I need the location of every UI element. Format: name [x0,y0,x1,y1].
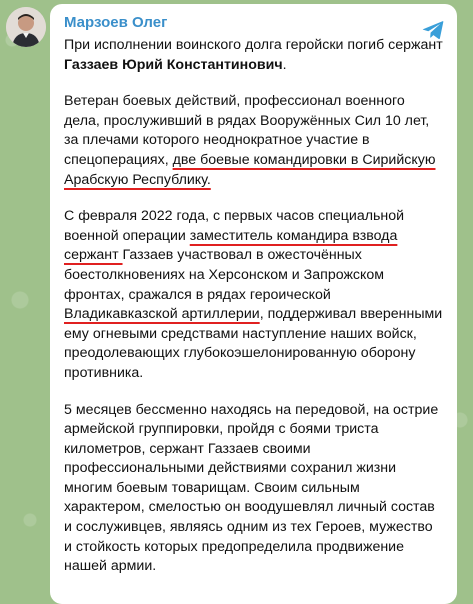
author-avatar[interactable] [6,7,46,47]
highlight-rank: заместитель командира взвода сержант [64,227,398,264]
soldier-name: Газзаев Юрий Константинович [64,56,283,73]
paragraph-3-text-b: Газзаев участвовал в ожесточённых боестолкновениях на Херсонском и Запрожском фронтах, сражался в рядах героической [64,247,385,303]
telegram-paper-plane-icon[interactable] [421,18,445,42]
message-bubble [50,4,457,604]
paragraph-3-text-c: , поддерживал вверенными ему огневыми средствами наступление наших войск, преодолевающих глубокоэшелонированную оборону противника. [64,306,443,381]
author-name[interactable]: Марзоев Олег [64,14,168,31]
highlight-artillery: Владикавказской артиллерии [64,306,260,323]
paragraph-4: 5 месяцев бессменно находясь на передовой, на острие армейской группировки, пройдя с боями триста километров, сержант Газзаев своими профессиональными действиями сохранил жизни многим боевым товарищам. Своим сильным характером, смелостью он воодушевлял личный состав и сослуживцев, являясь одним из тех Героев, мужество и стойкость которых предопределила продвижение нашей армии. [64,401,439,575]
paragraph-1-text: При исполнении воинского долга геройски погиб сержант [64,37,443,53]
paragraph-1 [64,36,443,75]
user-avatar-icon [6,7,46,47]
paragraph-2 [64,92,443,190]
message-text [64,36,443,577]
paragraph-3 [64,207,443,383]
highlight-syria-missions: две боевые командировки в Сирийскую Арабскую Республику. [64,151,436,188]
paragraph-1-end: . [282,56,287,73]
paragraph-2-text: Ветеран боевых действий, профессионал военного дела, прослуживший в рядах Вооружённых Сил 10 лет, за плечами которого неоднократное участие в спецоперациях, [64,93,430,168]
paragraph-3-text-a: С февраля 2022 года, с первых часов специальной военной операции [64,208,405,244]
